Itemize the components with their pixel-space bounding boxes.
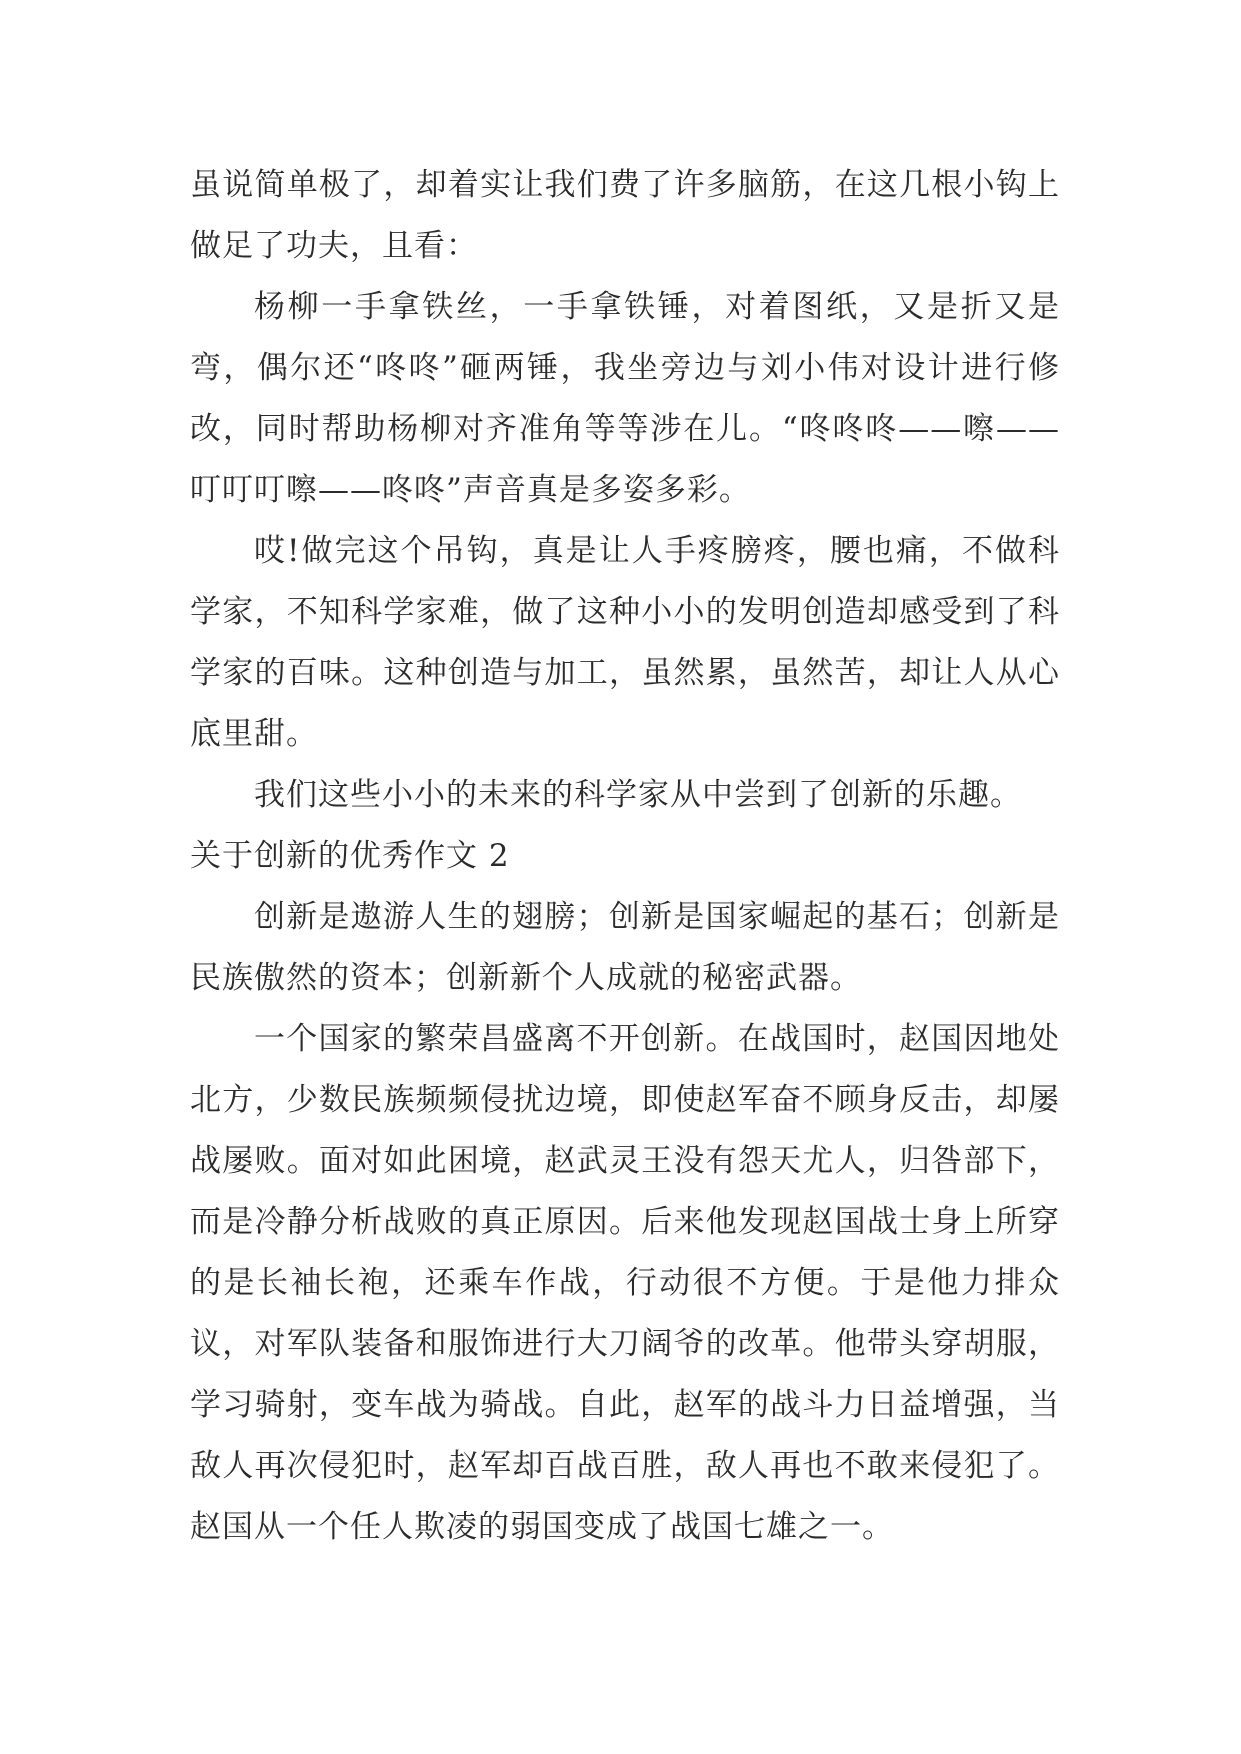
document-body <box>190 155 1060 1558</box>
paragraph-2: 杨柳一手拿铁丝，一手拿铁锤，对着图纸，又是折又是弯，偶尔还“咚咚”砸两锤，我坐旁边与刘小伟对设计进行修改，同时帮助杨柳对齐准角等等涉在儿。“咚咚咚——嚓——叮叮叮嚓——咚咚”声音真是多姿多彩。 <box>190 289 1060 508</box>
paragraph-5: 创新是遨游人生的翅膀；创新是国家崛起的基石；创新是民族傲然的资本；创新新个人成就的秘密武器。 <box>190 899 1060 996</box>
paragraph-4: 我们这些小小的未来的科学家从中尝到了创新的乐趣。 <box>254 777 1022 813</box>
section-heading: 关于创新的优秀作文 2 <box>190 838 510 874</box>
paragraph-3: 哎!做完这个吊钩，真是让人手疼膀疼，腰也痛，不做科学家，不知科学家难，做了这种小小的发明创造却感受到了科学家的百味。这种创造与加工，虽然累，虽然苦，却让人从心底里甜。 <box>190 533 1060 752</box>
paragraph-1: 虽说简单极了，却着实让我们费了许多脑筋，在这几根小钩上做足了功夫，且看： <box>190 167 1060 264</box>
paragraph-6: 一个国家的繁荣昌盛离不开创新。在战国时，赵国因地处北方，少数民族频频侵扰边境，即使赵军奋不顾身反击，却屡战屡败。面对如此困境，赵武灵王没有怨天尤人，归咎部下，而是冷静分析战败的真正原因。后来他发现赵国战士身上所穿的是长袖长袍，还乘车作战，行动很不方便。于是他力排众议，对军队装备和服饰进行大刀阔爷的改革。他带头穿胡服，学习骑射，变车战为骑战。自此，赵军的战斗力日益增强，当敌人再次侵犯时，赵军却百战百胜，敌人再也不敢来侵犯了。赵国从一个任人欺凌的弱国变成了战国七雄之一。 <box>190 1021 1060 1545</box>
